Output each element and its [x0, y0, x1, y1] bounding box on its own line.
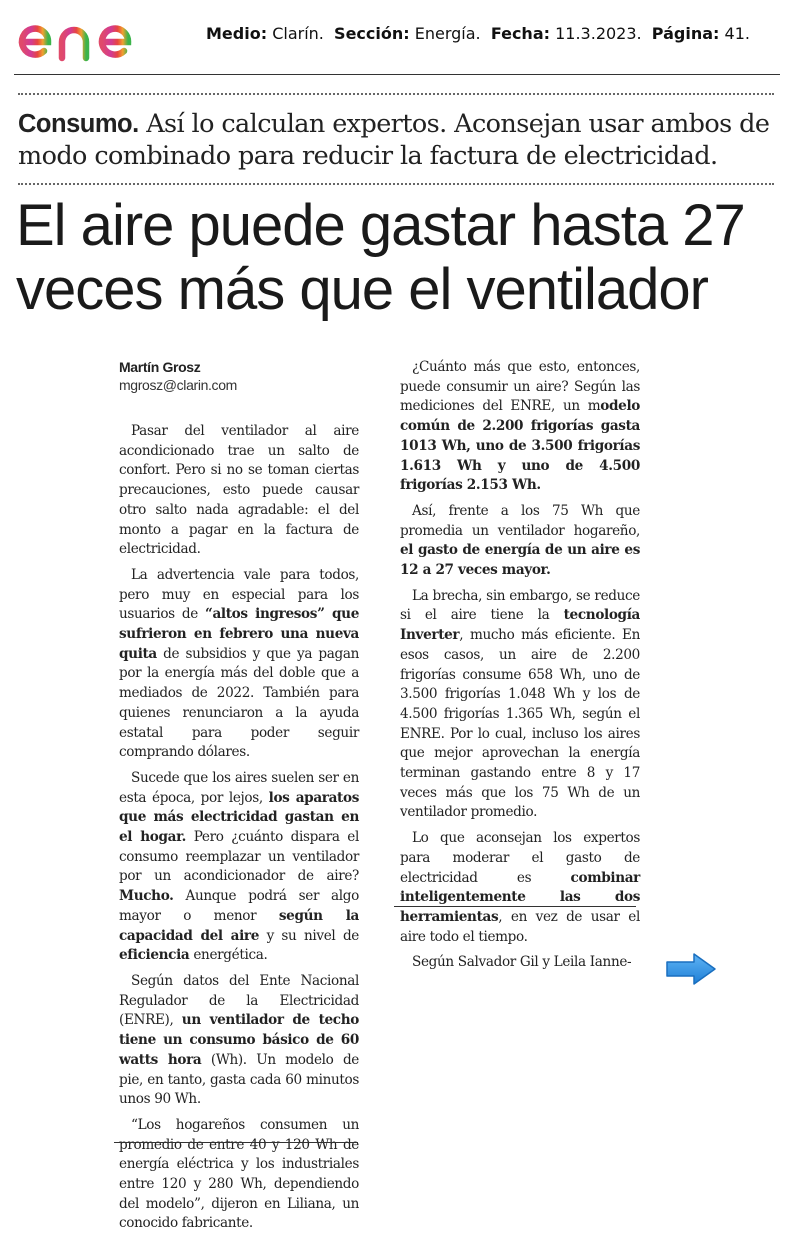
medio-label: Medio: [206, 24, 268, 43]
bold-run: odelo común de 2.200 frigorías gasta 1013 Wh, uno de 3.500 frigorías 1.613 Wh y uno de 4.500 frigorías 2.153 Wh. [400, 398, 640, 494]
col1-paragraph [119, 422, 359, 560]
text-run: “Los hogareños consumen un promedio de entre 40 y 120 Wh de energía eléctrica y los industriales entre 120 y 280 Wh, dependiendo del modelo”, dijeron en Liliana, un conocido fabricante. [119, 1116, 359, 1232]
deck-bottom-rule [18, 183, 774, 185]
article-deck [18, 108, 778, 172]
text-run: energética. [189, 947, 268, 964]
article-headline: El aire puede gastar hasta 27 veces más que el ventilador [16, 193, 745, 322]
bold-run: un ventilador de techo tiene un consumo básico de 60 watts hora [119, 1012, 359, 1068]
text-run: Según datos del Ente Nacional Regulador de la Electricidad (ENRE), [119, 972, 359, 1029]
text-run: Según Salvador Gil y Leila Ianne- [412, 954, 632, 971]
text-run: (Wh). Un modelo de pie, en tanto, gasta cada 60 minutos unos 90 Wh. [119, 1051, 360, 1108]
deck-top-rule [18, 93, 774, 95]
author-email: mgrosz@clarin.com [119, 377, 237, 393]
text-run: , en vez de usar el aire todo el tiempo. [400, 908, 640, 945]
column-2-end-rule [394, 906, 636, 907]
bold-run: tecnología Inverter [400, 607, 640, 644]
deck-kicker: Consumo. [18, 110, 139, 138]
article-column-1 [119, 358, 359, 1240]
text-run: y su nivel de [259, 927, 359, 944]
author-name: Martín Grosz [119, 359, 201, 375]
text-run: Así, frente a los 75 Wh que promedia un ventilador hogareño, [400, 502, 640, 539]
text-run: de subsidios y que ya pagan por la energía más del doble que a mediados de 2022. También para quienes renunciaron a la ayuda estatal para poder seguir comprando dólares. [119, 645, 359, 761]
text-run: Aunque podrá ser algo mayor o menor [119, 888, 359, 924]
col2-paragraph [400, 502, 640, 581]
col1-paragraph [119, 1116, 359, 1234]
column-1-end-rule [114, 1142, 358, 1143]
article-column-2 [400, 358, 640, 979]
medio-value: Clarín. [272, 24, 324, 43]
col2-paragraph [400, 358, 640, 496]
col2-paragraph [400, 953, 640, 973]
deck-text: Así lo calculan expertos. Aconsejan usar ambos de modo combinado para reducir la factura de electricidad. [18, 109, 770, 171]
fecha-label: Fecha: [490, 24, 551, 43]
bold-run: “altos ingresos” que sufrieron en febrero una nueva quita [119, 606, 359, 662]
bold-run: el gasto de energía de un aire es 12 a 27 veces mayor. [400, 542, 640, 579]
bold-run: los aparatos que más electricidad gastan en el hogar. [119, 789, 359, 846]
fecha-value: 11.3.2023. [555, 24, 642, 43]
bold-run: Mucho. [119, 888, 174, 905]
col1-paragraph [119, 566, 359, 763]
text-run: ¿Cuánto más que esto, entonces, puede consumir un aire? Según las mediciones del ENRE, un m [400, 359, 640, 415]
column-1-body [119, 422, 359, 1234]
bold-run: según la capacidad del aire [119, 907, 359, 944]
text-run: La advertencia vale para todos, pero muy en especial para los usuarios de [119, 566, 359, 623]
col2-paragraph [400, 587, 640, 823]
bold-run: combinar inteligentemente las dos herramientas [400, 869, 640, 925]
seccion-label: Sección: [334, 24, 410, 43]
pagina-label: Página: [651, 24, 720, 43]
text-run: Pasar del ventilador al aire acondicionado trae un salto de confort. Pero si no se toman ciertas precauciones, esto puede causar otro salto nada agradable: el del monto a pagar en la factura de electricidad. [119, 423, 359, 558]
col1-paragraph [119, 972, 359, 1110]
header-divider [14, 74, 780, 75]
text-run: La brecha, sin embargo, se reduce si el aire tiene la [400, 587, 640, 624]
pagina-value: 41. [724, 24, 750, 43]
text-run: Lo que aconsejan los expertos para moderar el gasto de electricidad es [400, 830, 640, 886]
enel-logo [14, 14, 172, 66]
bold-run: eficiencia [119, 947, 190, 964]
text-run: , mucho más eficiente. En esos casos, un aire de 2.200 frigorías consume 658 Wh, uno de 3.500 frigorías 1.048 Wh y los de 4.500 frigorías 1.365 Wh, según el ENRE. Por lo cual, incluso los aires que mejor aprovechan la energía terminan gastando entre 8 y 17 veces más que los 75 Wh de un ventilador promedio. [400, 627, 640, 821]
publication-metadata [206, 24, 750, 43]
text-run: Sucede que los aires suelen ser en esta época, por lejos, [119, 769, 359, 806]
text-run: Pero ¿cuánto dispara el consumo reemplazar un ventilador por un acondicionador de aire? [119, 829, 359, 885]
right-arrow-icon[interactable] [664, 951, 718, 987]
column-2-body [400, 358, 640, 973]
col1-paragraph [119, 769, 359, 966]
seccion-value: Energía. [414, 24, 481, 43]
col2-paragraph [400, 829, 640, 947]
